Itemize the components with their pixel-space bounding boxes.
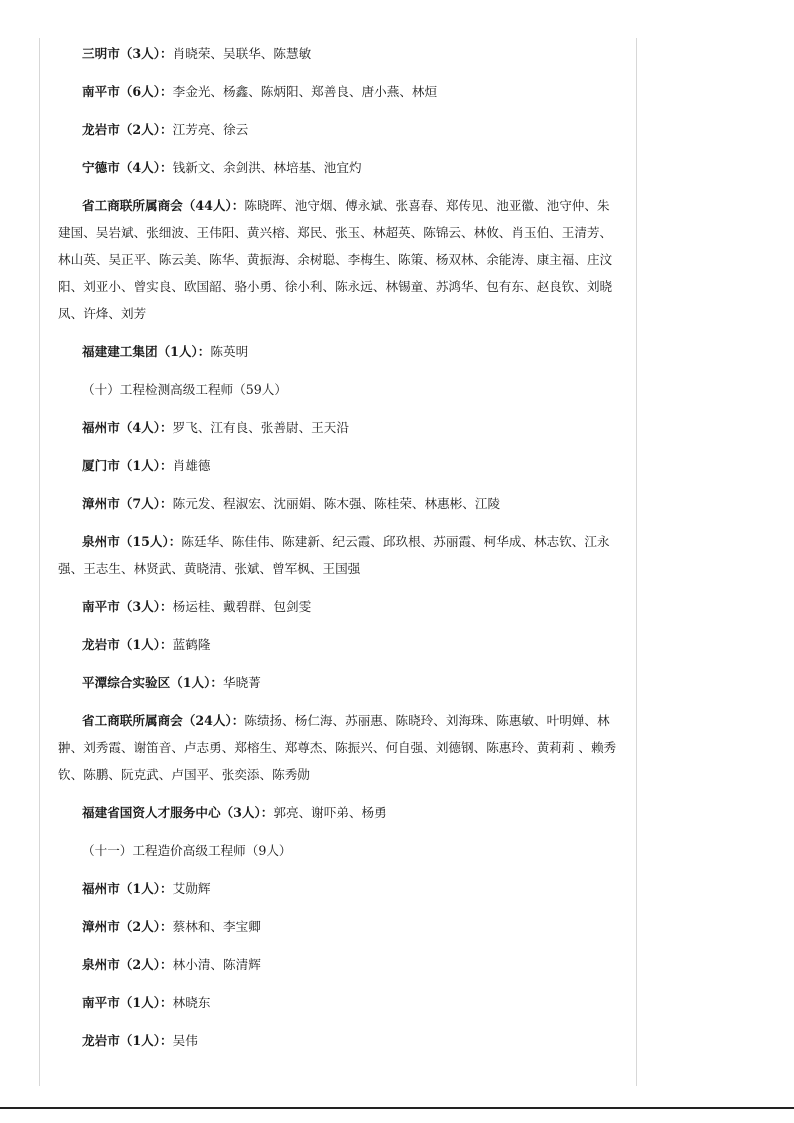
list-entry: [58, 78, 618, 105]
entry-label: 平潭综合实验区（1人）：: [82, 675, 223, 690]
list-entry: [58, 338, 618, 365]
list-entry: [58, 951, 618, 978]
entry-names: 罗飞、江有良、张善尉、王天沿: [172, 420, 349, 435]
entry-names: 肖晓荣、吴联华、陈慧敏: [172, 46, 312, 61]
entry-names: 陈廷华、陈佳伟、陈建新、纪云霞、邱玖根、苏丽霞、柯华成、林志钦、江永强、王志生、林贤武、黄晓清、张斌、曾军枫、王国强: [58, 534, 610, 576]
list-entry: [58, 707, 618, 788]
page-bottom-rule: [0, 1107, 794, 1109]
entry-label: 南平市（3人）：: [82, 599, 173, 614]
list-entry: [58, 875, 618, 902]
entry-names: 艾勋辉: [172, 881, 211, 896]
entry-label: 龙岩市（1人）：: [82, 1033, 173, 1048]
entry-label: 龙岩市（1人）：: [82, 637, 173, 652]
right-margin-line: [636, 38, 637, 1086]
entry-label: 福建建工集团（1人）：: [82, 344, 211, 359]
entry-names: 陈绩扬、杨仁海、苏丽惠、陈晓玲、刘海珠、陈惠敏、叶明婵、林翀、刘秀霞、谢笛音、卢志勇、郑榕生、郑尊杰、陈振兴、何自强、刘德钢、陈惠玲、黄莉莉 、赖秀钦、陈鹏、阮克武、卢国平、张奕添、陈秀勋: [58, 713, 617, 782]
entry-names: 林晓东: [172, 995, 211, 1010]
entry-label: 福州市（1人）：: [82, 881, 173, 896]
entry-label: 省工商联所属商会（24人）：: [82, 713, 245, 728]
list-entry: [58, 192, 618, 327]
list-entry: [58, 669, 618, 696]
section-heading: （十一）工程造价高级工程师（9人）: [82, 843, 292, 858]
entry-names: 郭亮、谢吓弟、杨勇: [273, 805, 387, 820]
entry-names: 陈元发、程淑宏、沈丽娟、陈木强、陈桂荣、林惠彬、江陵: [172, 496, 501, 511]
entry-names: 蓝鹤隆: [172, 637, 211, 652]
entry-names: 杨运桂、戴碧群、包剑雯: [172, 599, 312, 614]
entry-names: 蔡林和、李宝卿: [172, 919, 261, 934]
left-margin-line: [39, 38, 40, 1086]
entry-names: 李金光、杨鑫、陈炳阳、郑善良、唐小燕、林烜: [172, 84, 438, 99]
list-entry: [58, 528, 618, 582]
entry-label: 厦门市（1人）：: [82, 458, 173, 473]
list-entry: [58, 154, 618, 181]
list-entry: [58, 631, 618, 658]
entry-names: 肖雄德: [172, 458, 211, 473]
entry-names: 林小清、陈清辉: [172, 957, 261, 972]
list-entry: [58, 414, 618, 441]
entry-label: 龙岩市（2人）：: [82, 122, 173, 137]
entry-names: 华晓菁: [223, 675, 261, 690]
list-entry: [58, 40, 618, 67]
entry-label: 南平市（1人）：: [82, 995, 173, 1010]
entry-label: 泉州市（15人）：: [82, 534, 182, 549]
list-entry: [58, 452, 618, 479]
list-entry: [58, 1027, 618, 1054]
list-entry: [58, 116, 618, 143]
entry-label: 南平市（6人）：: [82, 84, 173, 99]
entry-label: 福州市（4人）：: [82, 420, 173, 435]
entry-label: 三明市（3人）：: [82, 46, 173, 61]
entry-names: 钱新文、余剑洪、林培基、池宜灼: [172, 160, 362, 175]
entry-label: 宁德市（4人）：: [82, 160, 173, 175]
entry-label: 省工商联所属商会（44人）：: [82, 198, 245, 213]
document-body: [58, 40, 618, 1065]
list-entry: [58, 799, 618, 826]
entry-label: 漳州市（7人）：: [82, 496, 173, 511]
entry-names: 陈英明: [210, 344, 249, 359]
entry-names: 江芳亮、徐云: [172, 122, 249, 137]
entry-names: 陈晓晖、池守烟、傅永斌、张喜春、郑传见、池亚徽、池守仲、朱建国、吴岩斌、张细波、王伟阳、黄兴榕、郑民、张玉、林超英、陈锦云、林攸、肖玉伯、王清芳、林山英、吴正平、陈云美、陈华、黄振海、余树聪、李梅生、陈策、杨双林、余能涛、康主福、庄汶阳、刘亚小、曾实良、欧国韶、骆小勇、徐小利、陈永远、林锡童、苏鸿华、包有东、赵良钦、刘晓凤、许烽、刘芳: [58, 198, 613, 321]
entry-names: 吴伟: [172, 1033, 198, 1048]
list-entry: [58, 490, 618, 517]
list-entry: [58, 593, 618, 620]
entry-label: 泉州市（2人）：: [82, 957, 173, 972]
section-heading: （十）工程检测高级工程师（59人）: [82, 382, 287, 397]
list-entry: [58, 913, 618, 940]
entry-label: 漳州市（2人）：: [82, 919, 173, 934]
entry-label: 福建省国资人才服务中心（3人）：: [82, 805, 274, 820]
list-entry: [58, 989, 618, 1016]
